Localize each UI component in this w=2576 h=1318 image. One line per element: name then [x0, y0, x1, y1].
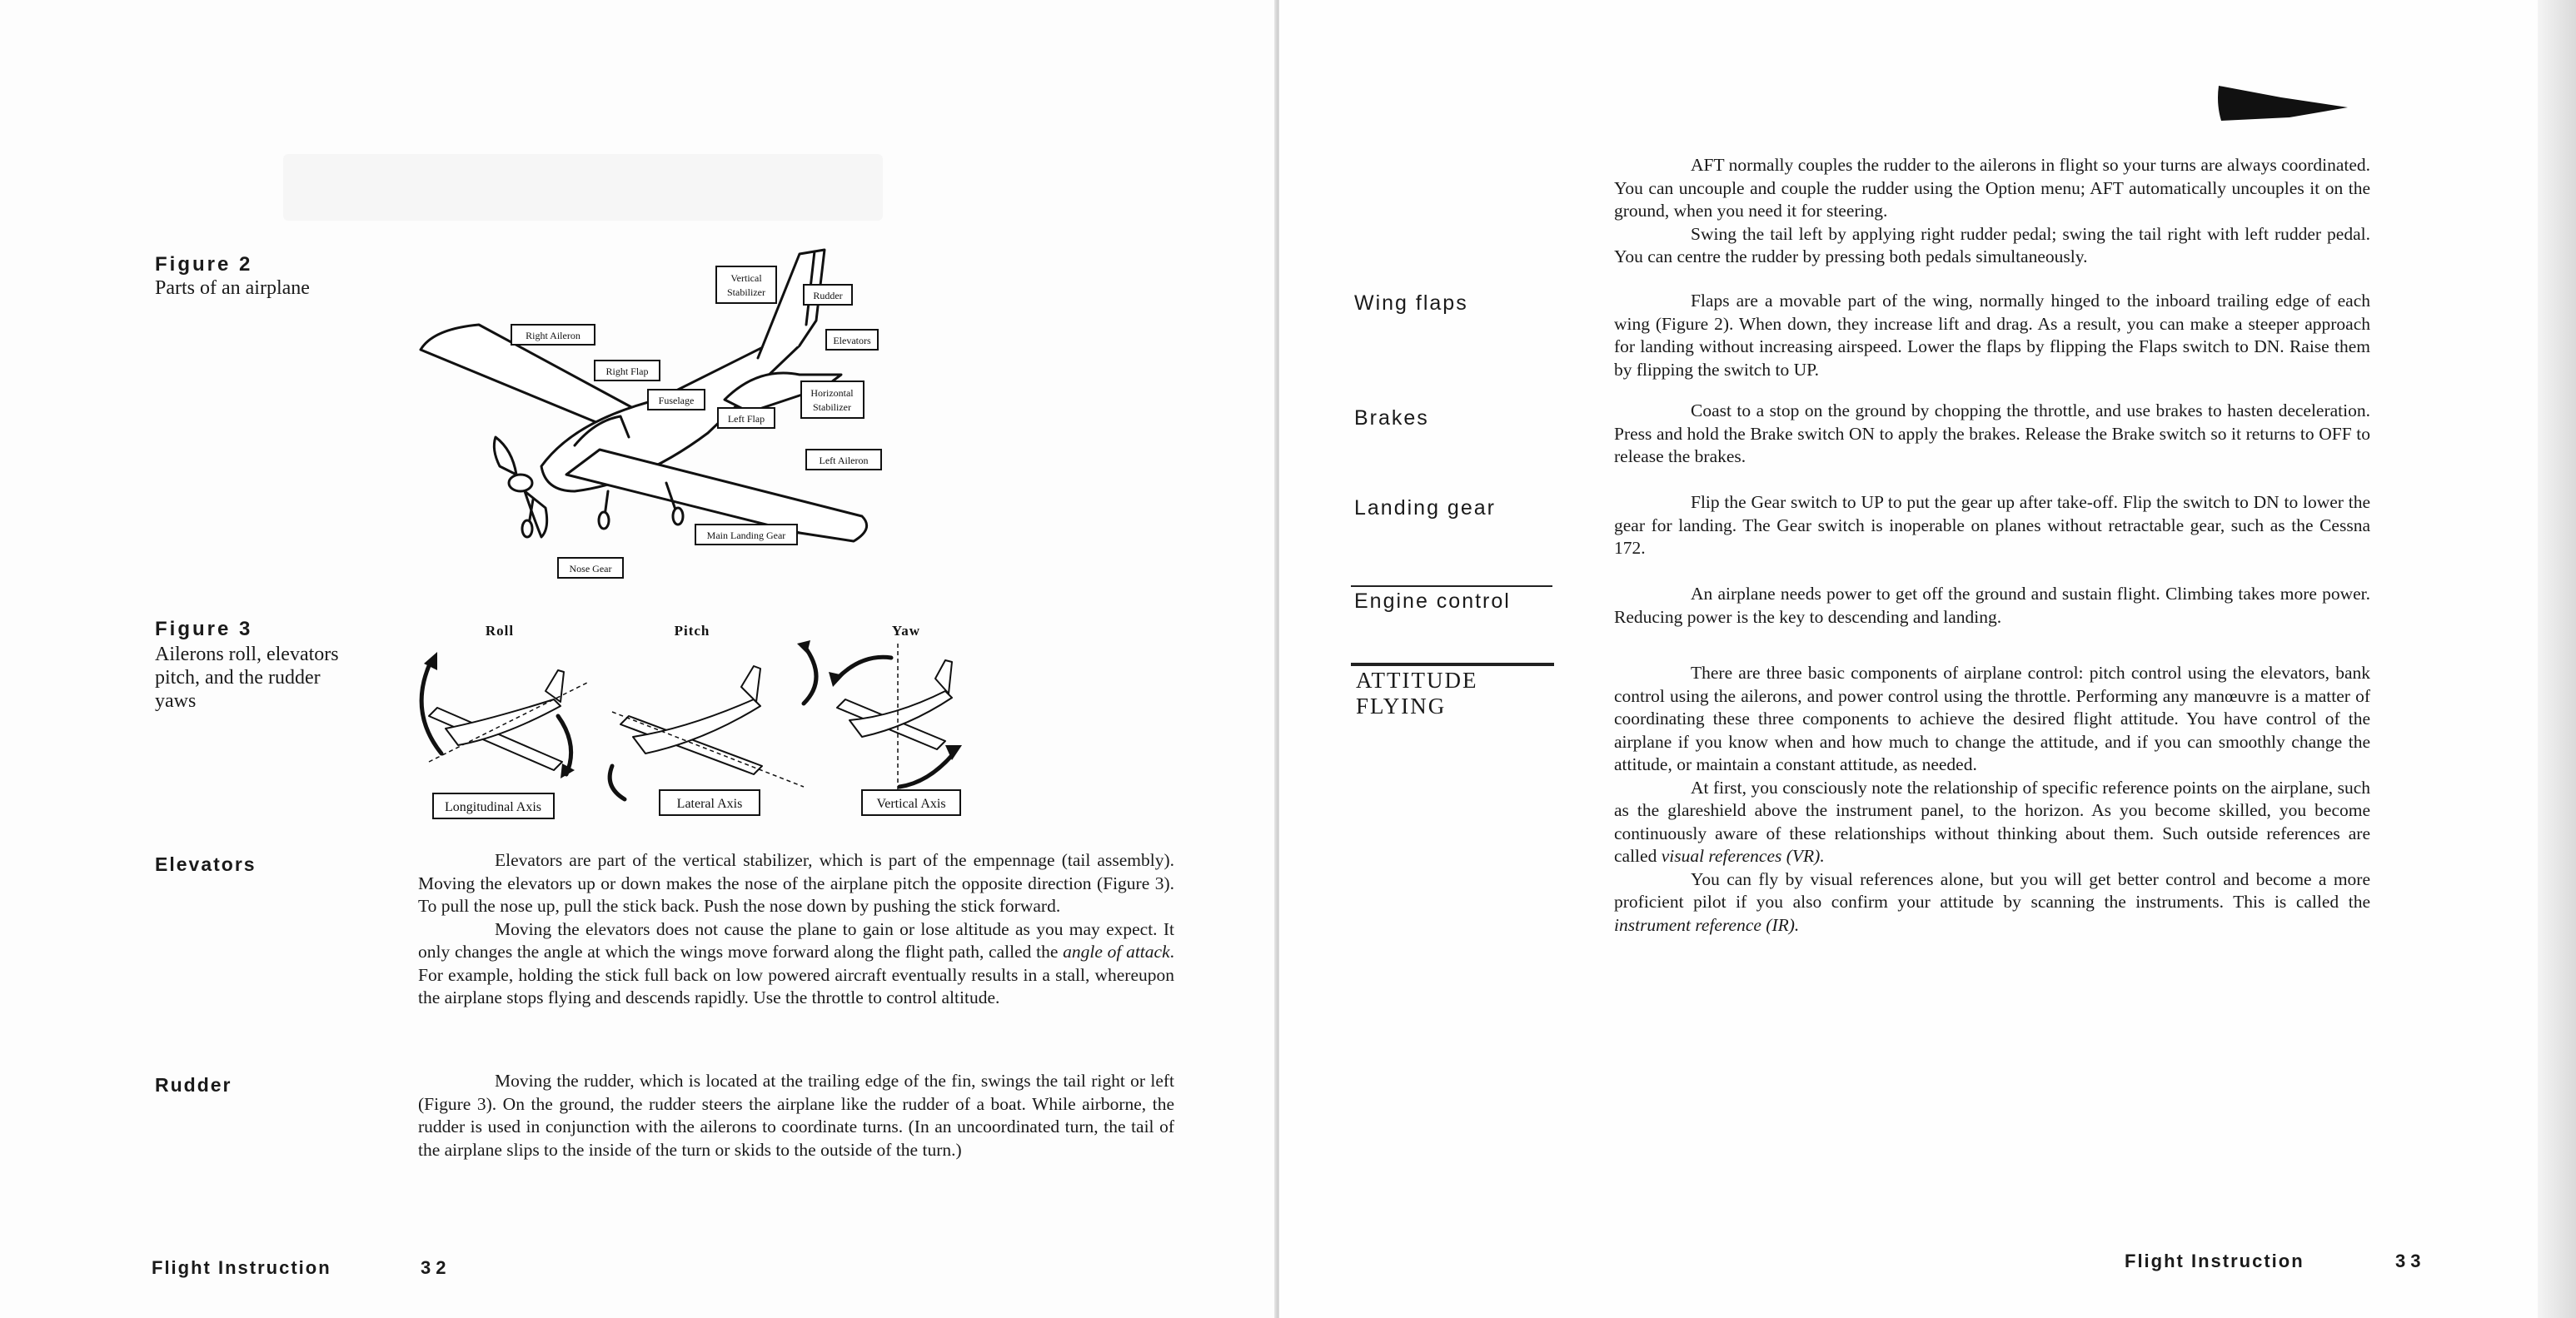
attitude-flying-heading-line-1: ATTITUDE — [1356, 668, 1478, 693]
label-left-aileron: Left Aileron — [819, 455, 869, 466]
landing-gear-heading: Landing gear — [1354, 496, 1496, 520]
rudder-paragraph-1: Moving the rudder, which is located at the trailing edge of the fin, swings the tail right or left (Figure 3). On the ground, the rudder steers the airplane like the rudder of a boat. While airborne, the rudder is used in conjunction with the ailerons to coordinate turns. (In an uncoordinated turn, the tail of the airplane slips to the inside of the turn or skids to the outside of the turn.) — [418, 1071, 1174, 1160]
figure3-caption-line: Ailerons roll, elevators — [155, 644, 339, 665]
elevators-paragraph-2 — [418, 918, 1174, 1010]
attitude-flying-rule — [1351, 663, 1554, 666]
label-vertical-stabilizer-1: Vertical — [730, 272, 762, 284]
vertical-axis-label: Vertical Axis — [876, 797, 946, 811]
engine-control-heading: Engine control — [1354, 589, 1511, 613]
elevators-body — [418, 849, 1174, 1010]
label-elevators: Elevators — [833, 335, 871, 346]
longitudinal-axis-label: Longitudinal Axis — [445, 800, 541, 814]
emphasis-visual-references: visual references (VR). — [1661, 846, 1825, 866]
page-tab-mark — [2215, 79, 2348, 129]
yaw-heading: Yaw — [891, 623, 921, 639]
elevators-heading: Elevators — [155, 853, 257, 875]
brakes-paragraph-1: Coast to a stop on the ground by chopping the throttle, and use brakes to hasten deceleration. Press and hold the Brake switch ON to apply the brakes. Release the Brake switch so it returns to OFF to release the brakes. — [1614, 400, 2370, 466]
attitude-flying-heading — [1356, 668, 1477, 719]
elevators-paragraph-1: Elevators are part of the vertical stabilizer, which is part of the empennage (tail assembly). Moving the elevators up or down makes the nose of the airplane pitch the opposite direction (Figure 3). To pull the nose up, pull the stick back. Push the nose down by pushing the stick forward. — [418, 850, 1174, 916]
text-run: . For example, holding the stick full back on low powered aircraft eventually results in a stall, whereupon the airplane stops flying and descends rapidly. Use the throttle to control altitude. — [418, 942, 1174, 1007]
roll-heading: Roll — [485, 623, 515, 639]
label-rudder: Rudder — [813, 290, 843, 301]
label-right-aileron: Right Aileron — [526, 330, 580, 341]
label-fuselage: Fuselage — [658, 395, 695, 406]
brakes-heading: Brakes — [1354, 406, 1429, 430]
footer-title: Flight Instruction — [152, 1257, 331, 1278]
rudder-heading: Rudder — [155, 1074, 232, 1096]
right-page — [1279, 0, 2576, 1318]
pitch-heading: Pitch — [674, 623, 710, 639]
engine-control-body — [1614, 583, 2370, 629]
brakes-body — [1614, 400, 2370, 469]
attitude-flying-heading-line-2: FLYING — [1356, 694, 1447, 719]
figure2-caption: Parts of an airplane — [155, 277, 310, 299]
page-edge-shadow — [2538, 0, 2576, 1318]
attitude-flying-paragraph-3 — [1614, 868, 2370, 938]
rudder-body — [418, 1070, 1174, 1161]
bleed-through-shadow — [283, 154, 883, 221]
landing-gear-paragraph-1: Flip the Gear switch to UP to put the gear up after take-off. Flip the switch to DN to lower the gear for landing. The Gear switch is inoperable on planes without retractable gear, such as the Cessna 172. — [1614, 492, 2370, 558]
emphasis-instrument-reference: instrument reference (IR). — [1614, 914, 1800, 935]
figure2-label: Figure 2 — [155, 253, 253, 276]
intro-body — [1614, 154, 2370, 269]
text-run: You can fly by visual references alone, but you will get better control and become a more proficient pilot if you also confirm your attitude by scanning the instruments. This is called the — [1614, 868, 2370, 912]
attitude-flying-body — [1614, 662, 2370, 937]
text-run: At first, you consciously note the relationship of specific reference points on the airplane, such as the glareshield above the instrument panel, to the horizon. As you become skilled, you become continuously aware of these relationships without thinking about them. Such outside references are called — [1614, 777, 2370, 866]
left-page — [0, 0, 1279, 1318]
page-number: 32 — [421, 1257, 451, 1278]
text-run: Moving the elevators does not cause the plane to gain or lose altitude as you may expect. It only changes the angle at which the wings move forward along the flight path, called the — [418, 918, 1174, 962]
intro-paragraph-2: Swing the tail left by applying right rudder pedal; swing the tail right with left rudder pedal. You can centre the rudder by pressing both pedals simultaneously. — [1614, 223, 2370, 266]
landing-gear-body — [1614, 491, 2370, 560]
intro-paragraph-1: AFT normally couples the rudder to the ailerons in flight so your turns are always coordinated. You can uncouple and couple the rudder using the Option menu; AFT automatically uncouples it on the ground, when you need it for steering. — [1614, 155, 2370, 221]
footer-title: Flight Instruction — [2125, 1251, 2304, 1271]
wing-flaps-paragraph-1: Flaps are a movable part of the wing, normally hinged to the inboard trailing edge of each wing (Figure 2). When down, they increase lift and drag. As a result, you can make a steeper approach for landing without increasing airspeed. Lower the flaps by flipping the Flaps switch to DN. Raise them by flipping the switch to UP. — [1614, 291, 2370, 380]
page-number: 33 — [2395, 1251, 2426, 1271]
roll-pitch-yaw-diagram — [412, 620, 1029, 828]
wing-flaps-body — [1614, 290, 2370, 381]
attitude-flying-paragraph-1: There are three basic components of airplane control: pitch control using the elevators, bank control using the ailerons, and power control using the throttle. Performing any manœuvre is a matter of coordinating these three components to achieve the desired flight attitude. You have control of the airplane if you know when and how much to change the attitude, and if you can smoothly change the attitude, or maintain a constant attitude, as needed. — [1614, 663, 2370, 774]
figure3-caption-line: yaws — [155, 690, 197, 712]
figure3-label: Figure 3 — [155, 618, 253, 640]
label-horizontal-stabilizer-2: Stabilizer — [813, 401, 851, 413]
engine-control-rule — [1351, 585, 1552, 587]
label-right-flap: Right Flap — [605, 366, 649, 377]
label-horizontal-stabilizer-1: Horizontal — [810, 387, 854, 399]
attitude-flying-paragraph-2 — [1614, 777, 2370, 868]
label-vertical-stabilizer-2: Stabilizer — [727, 286, 765, 298]
airplane-parts-diagram — [408, 241, 908, 591]
label-main-landing-gear: Main Landing Gear — [706, 530, 786, 541]
wing-flaps-heading: Wing flaps — [1354, 291, 1468, 315]
emphasis-angle-of-attack: angle of attack — [1063, 942, 1170, 962]
lateral-axis-label: Lateral Axis — [676, 797, 743, 811]
label-nose-gear: Nose Gear — [569, 563, 612, 574]
label-left-flap: Left Flap — [727, 413, 765, 425]
figure3-caption — [155, 643, 339, 713]
engine-control-paragraph-1: An airplane needs power to get off the ground and sustain flight. Climbing takes more power. Reducing power is the key to descending and landing. — [1614, 584, 2370, 627]
figure3-caption-line: pitch, and the rudder — [155, 667, 321, 689]
